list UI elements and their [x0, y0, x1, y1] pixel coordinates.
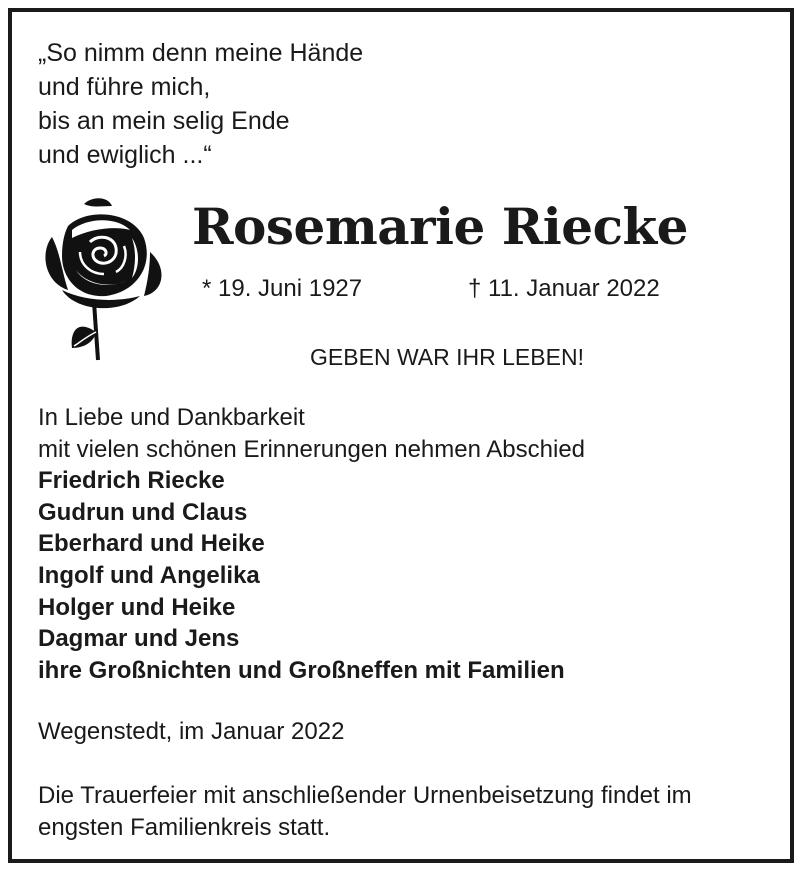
mourner-name: ihre Großnichten und Großneffen mit Familien — [38, 656, 565, 684]
place-date: Wegenstedt, im Januar 2022 — [38, 718, 345, 745]
mourner-name: Ingolf und Angelika — [38, 561, 260, 589]
mourner-name: Holger und Heike — [38, 593, 236, 621]
mourners-block — [38, 402, 778, 686]
deceased-name: Rosemarie Riecke — [192, 197, 688, 256]
quote-line: „So nimm denn meine Hände — [38, 39, 364, 67]
intro-line: mit vielen schönen Erinnerungen nehmen Abschied — [38, 435, 586, 463]
quote-block — [38, 36, 363, 172]
birth-date: * 19. Juni 1927 — [202, 275, 363, 302]
obituary-frame — [8, 8, 794, 863]
mourner-name: Eberhard und Heike — [38, 530, 265, 558]
death-date: † 11. Januar 2022 — [468, 275, 660, 302]
rose-icon — [32, 192, 172, 362]
mourner-name: Dagmar und Jens — [38, 625, 240, 653]
motto: GEBEN WAR IHR LEBEN! — [310, 344, 584, 370]
intro-line: In Liebe und Dankbarkeit — [38, 404, 305, 431]
quote-line: und führe mich, — [38, 73, 211, 101]
quote-line: und ewiglich ...“ — [38, 141, 212, 169]
mourner-name: Friedrich Riecke — [38, 467, 225, 495]
funeral-notice: Die Trauerfeier mit anschließender Urnenbeisetzung findet im engsten Familienkreis statt. — [38, 782, 692, 841]
mourner-name: Gudrun und Claus — [38, 498, 248, 526]
quote-line: bis an mein selig Ende — [38, 107, 290, 135]
